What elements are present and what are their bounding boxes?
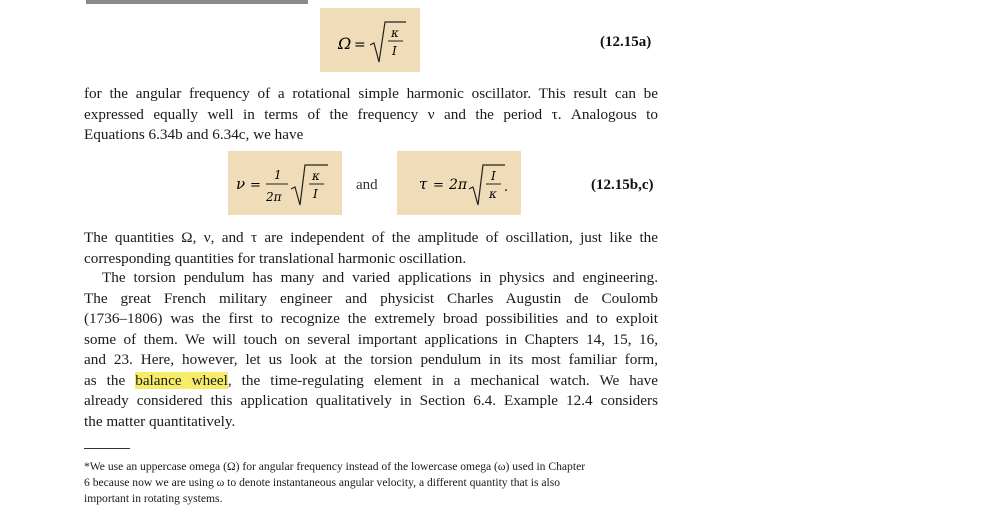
text-line: the matter quantitatively. [84, 412, 236, 430]
text-line: some of them. We will touch on several important applications in Chapters 14, 15, 16, [84, 330, 658, 348]
text-line: The quantities Ω, ν, and τ are independent of the amplitude of oscillation, just like the [84, 229, 658, 246]
nu-den: I [313, 187, 318, 201]
tau-den: κ [489, 187, 497, 201]
paragraph-angular-frequency [84, 84, 658, 146]
footnote-line: important in rotating systems. [84, 491, 223, 505]
tau-num: I [491, 169, 496, 183]
text-line: Equations 6.34b and 6.34c, we have [84, 126, 304, 143]
cropped-text-fragment [86, 0, 308, 4]
equation-omega [320, 8, 420, 72]
equation-label-a: (12.15a) [600, 34, 652, 50]
text-line: and 23. Here, however, let us look at the torsion pendulum in its most familiar form, [84, 351, 658, 368]
tau-eq: = [433, 178, 444, 193]
nu-frac-den: 2π [266, 190, 282, 204]
text-line [84, 371, 658, 392]
equation-nu [228, 151, 342, 215]
sqrt-sign-icon [370, 22, 406, 62]
text-line: for the angular frequency of a rotational simple harmonic oscillator. This result can be [84, 85, 658, 102]
equation-label-bc: (12.15b,c) [591, 177, 654, 193]
paragraph-torsion-pendulum [84, 268, 658, 432]
nu-frac-num: 1 [274, 168, 282, 182]
equation-nu-box [228, 151, 342, 215]
tau-lhs: τ [419, 175, 428, 193]
footnote-line: 6 because now we are using ω to denote instantaneous angular velocity, a different quantity that is also [84, 475, 561, 489]
text-line: (1736–1806) was the first to recognize the extremely broad possibilities and to exploit [84, 310, 658, 327]
nu-num: κ [312, 169, 320, 183]
footnote-divider [84, 448, 130, 449]
omega-den: I [392, 44, 397, 58]
equation-tau-box [397, 151, 521, 215]
highlighted-term: balance wheel [135, 371, 228, 389]
sqrt-sign-icon [469, 165, 505, 205]
tau-coef: 2π [449, 177, 468, 193]
tau-trail: . [504, 180, 509, 195]
nu-lhs: ν [236, 175, 246, 193]
omega-eq: = [354, 37, 366, 53]
text-fragment: as the [84, 371, 136, 389]
omega-lhs: Ω [338, 34, 352, 53]
equation-tau [397, 151, 521, 215]
equation-omega-box [320, 8, 420, 72]
equation-connector: and [356, 177, 378, 193]
footnote-line: *We use an uppercase omega (Ω) for angular frequency instead of the lowercase omega (ω) used in Chapter [84, 460, 586, 473]
nu-eq: = [250, 178, 261, 193]
text-line: expressed equally well in terms of the frequency ν and the period τ. Analogous to [84, 105, 658, 123]
paragraph-independence [84, 228, 658, 269]
text-line: The great French military engineer and physicist Charles Augustin de Coulomb [84, 289, 658, 307]
text-line: The torsion pendulum has many and varied applications in physics and engineering. [102, 269, 658, 286]
sqrt-sign-icon [291, 165, 328, 205]
text-line: corresponding quantities for translational harmonic oscillation. [84, 249, 467, 267]
omega-num: κ [391, 26, 399, 40]
footnote [84, 459, 660, 506]
text-fragment: , the time-regulating element in a mechanical watch. We have [227, 371, 658, 389]
text-line: already considered this application qualitatively in Section 6.4. Example 12.4 considers [84, 392, 658, 409]
